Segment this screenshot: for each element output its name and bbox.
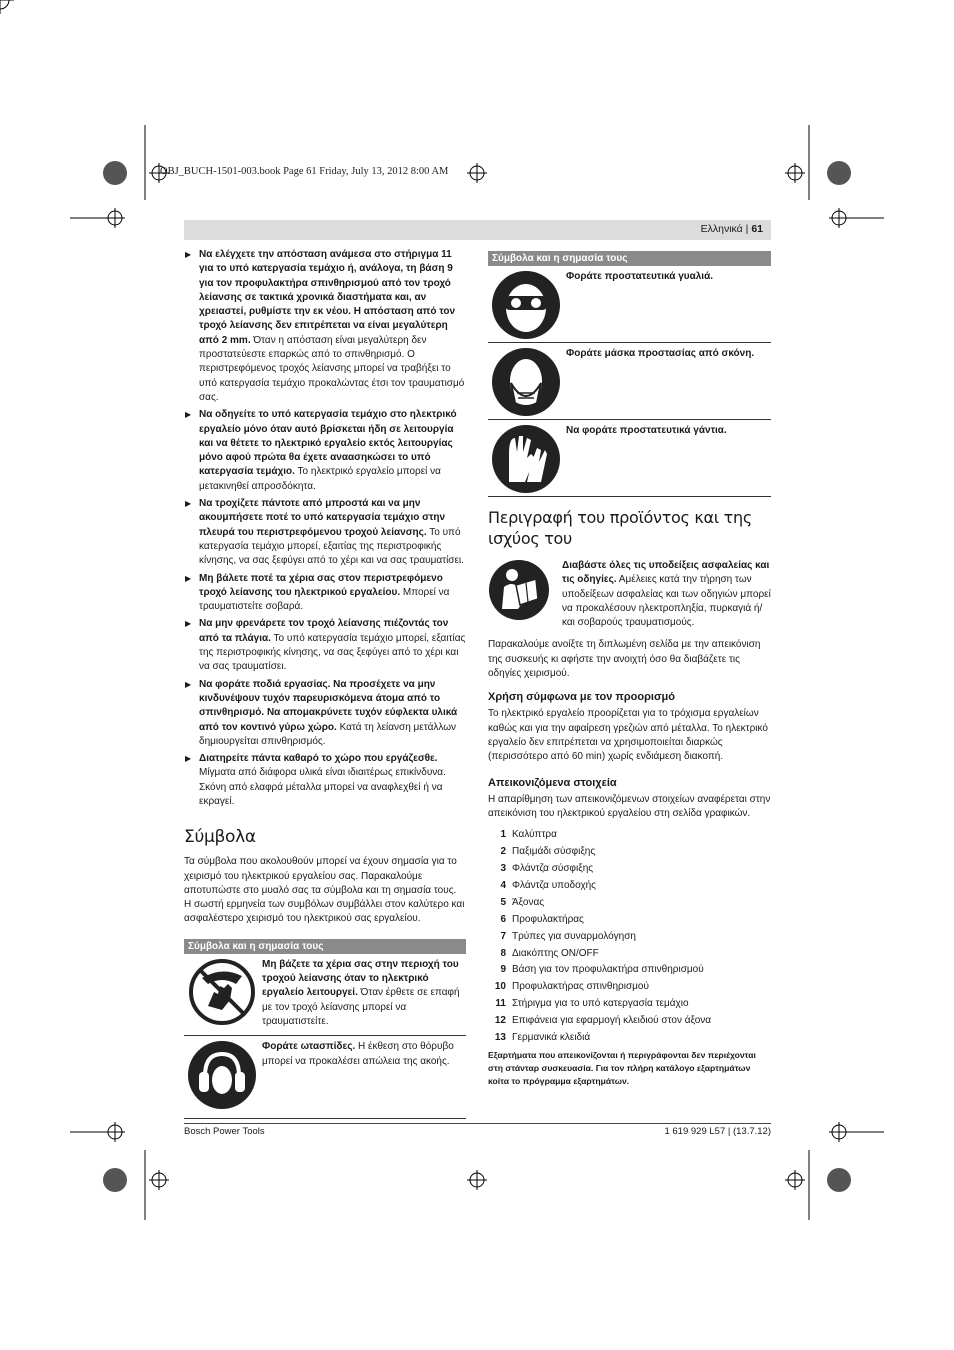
symbol-row: Φοράτε μάσκα προστασίας από σκόνη. xyxy=(488,343,771,420)
list-item: 6 Προφυλακτήρας xyxy=(500,913,584,925)
list-item: 10 Προφυλακτήρας σπινθηρισμού xyxy=(494,981,649,993)
footer-rule xyxy=(184,1123,771,1124)
symbols-table-header: Σύμβολα και η σημασία τους xyxy=(184,939,466,954)
list-item: 8 Διακόπτης ON/OFF xyxy=(500,947,599,959)
safety-bullet: ▶ Να τροχίζετε πάντοτε από μπροστά και να μην ακουμπήσετε ποτέ το υπό κατεργασία τεμάχιο στην πλευρά του περιστρεφόμενου τροχού λείανσης. Το υπό κατεργασία τεμάχιο μπορεί, εξαιτίας της περιστροφικής κίνησης, να σας ξεφύγει από το χέρι και να σας τραυματίσει. xyxy=(184,497,466,568)
safety-bullet: ▶ Μη βάλετε ποτέ τα χέρια σας στον περιστρεφόμενο τροχό λείανσης του ηλεκτρικού εργαλείου. Μπορεί να τραυματιστείτε σοβαρά. xyxy=(184,572,466,615)
fold-out-text: Παρακαλούμε ανοίξτε τη διπλωμένη σελίδα με την απεικόνιση της συσκευής κι αφήστε την ανοιχτή όσο θα διαβάζετε τις οδηγίες χειρισμού. xyxy=(488,639,761,680)
list-item: 12 Επιφάνεια για εφαρμογή κλειδιού στον άξονα xyxy=(494,1015,712,1027)
list-item: 3 Φλάντζα σύσφιξης xyxy=(500,862,594,874)
list-item: 7 Τρύπες για συναρμολόγηση xyxy=(500,930,636,942)
list-item: 11 Στήριγμα για το υπό κατεργασία τεμάχιο xyxy=(495,998,689,1010)
safety-bullet: ▶ Να οδηγείτε το υπό κατεργασία τεμάχιο στο ηλεκτρικό εργαλείο μόνο όταν αυτό βρίσκεται ήδη σε λειτουργία και να θέτετε το ηλεκτρικό εργαλείο εκτός λειτουργίας μόνο αφού πρώτα θα έχετε αναασηκώσει το υπό κατεργασία τεμάχιο. Το ηλεκτρικό εργαλείο μπορεί να μετακινηθεί απροσδόκητα. xyxy=(184,408,466,494)
safety-bullet: ▶ Να μην φρενάρετε τον τροχό λείανσης πιέζοντάς τον από τα πλάγια. Το υπό κατεργασία τεμάχιο μπορεί, εξαιτίας της περιστροφικής κίνησης, να σας ξεφύγει από το χέρι και να σας τραυματίσει. xyxy=(184,617,466,674)
list-item: 5 Άξονας xyxy=(500,896,545,908)
gloves-icon xyxy=(491,424,561,494)
symbol-row: Φοράτε προστατευτικά γυαλιά. xyxy=(488,266,771,343)
list-item: 1 Καλύπτρα xyxy=(500,829,557,841)
no-hands-icon xyxy=(188,958,256,1026)
left-column xyxy=(184,248,466,1119)
symbol-row: Φοράτε ωτασπίδες. Η έκθεση στο θόρυβο μπορεί να προκαλέσει απώλεια της ακοής. xyxy=(184,1036,466,1119)
components-intro: Η απαρίθμηση των απεικονιζόμενων στοιχείων αναφέρεται στην απεικόνιση του ηλεκτρικού εργαλείου στη σελίδα γραφικών. xyxy=(488,793,771,819)
product-heading: Περιγραφή του προϊόντος και της ισχύος του xyxy=(488,508,752,548)
ear-protection-icon xyxy=(187,1040,257,1110)
safety-bullet: ▶ Να φοράτε ποδιά εργασίας. Να προσέχετε να μην κινδυνέψουν τυχόν παρευρισκόμενα άτομα από το σπινθηρισμό. Να απομακρύνετε τυχόν εύφλεκτα υλικά από τον κοντινό γύρω χώρο. Κατά τη λείανση μετάλλων δημιουργείται σπινθηρισμός. xyxy=(184,678,466,749)
safety-bullet: ▶ Διατηρείτε πάντα καθαρό το χώρο που εργάζεσθε. Μίγματα από διάφορα υλικά είναι ιδιαιτέρως επικίνδυνα. Σκόνη από ελαφρά μέταλλα μπορεί να αναφλεχθεί ή να εκραγεί. xyxy=(184,752,466,809)
list-item: 4 Φλάντζα υποδοχής xyxy=(500,879,596,891)
right-column xyxy=(488,251,771,1088)
safety-goggles-icon xyxy=(491,270,561,340)
symbols-heading: Σύμβολα xyxy=(184,827,256,848)
safety-bullet: ▶ Να ελέγχετε την απόσταση ανάμεσα στο στήριγμα 11 για το υπό κατεργασία τεμάχιο ή, ανάλογα, τη βάση 9 για τον προφυλακτήρα σπινθηρισμού από τον τροχό λείανσης σε τακτικά χρονικά διαστήματα και, αν χρειαστεί, ρυθμίστε την εκ νέου. Η απόσταση από τον τροχό λείανσης δεν επιτρέπεται να είναι μεγαλύτερη από 2 mm. Όταν η απόσταση είναι μεγαλύτερη δεν προστατεύεστε επαρκώς από το σπινθηρισμό. Ο περιστρεφόμενος τροχός λείανσης μπορεί να τραβήξει το υπό κατεργασία τεμάχιο προκαλώντας έτσι τον τραυματισμό σας. xyxy=(184,248,466,405)
footer-doc-number: 1 619 929 L57 | (13.7.12) xyxy=(664,1126,771,1137)
symbol-row: Μη βάζετε τα χέρια σας στην περιοχή του τροχού λείανσης όταν το ηλεκτρικό εργαλείο λειτουργεί. Όταν έρθετε σε επαφή με τον τροχό λείανσης μπορεί να τραυματιστείτε. xyxy=(184,954,466,1036)
accessories-note: Εξαρτήματα που απεικονίζονται ή περιγράφονται δεν περιέχονται στη στάνταρ συσκευασία. Για τον πλήρη κατάλογο εξαρτημάτων κοίτα το πρόγραμμα εξαρτημάτων. xyxy=(488,1049,756,1086)
page-number: 61 xyxy=(751,223,763,235)
safety-bullets xyxy=(184,248,466,809)
symbols-table-header-right: Σύμβολα και η σημασία τους xyxy=(488,251,771,266)
read-instructions-block: Διαβάστε όλες τις υποδείξεις ασφαλείας και τις οδηγίες. Αμέλειες κατά την τήρηση των υποδείξεων ασφαλείας και των οδηγιών μπορεί να προκαλέσουν ηλεκτροπληξία, πυρκαγιά ή/και σοβαρούς τραυματισμούς. xyxy=(488,559,771,630)
intended-use-heading: Χρήση σύμφωνα με τον προορισμό xyxy=(488,691,675,704)
components-list xyxy=(488,827,771,1047)
footer-brand: Bosch Power Tools xyxy=(184,1126,265,1137)
components-heading: Απεικονιζόμενα στοιχεία xyxy=(488,776,617,789)
list-item: 9 Βάση για τον προφυλακτήρα σπινθηρισμού xyxy=(500,964,704,976)
intended-use-text: Το ηλεκτρικό εργαλείο προορίζεται για το τρόχισμα εργαλείων καθώς και για την αφαίρεση γρεζιών από μέταλλα. Το ηλεκτρικό εργαλείο δεν επιτρέπεται να χρησιμοποιείται διαρκώς (περισσότερο από 60 min) χωρίς ενδιάμεση διακοπή. xyxy=(488,708,768,763)
symbol-row: Να φοράτε προστατευτικά γάντια. xyxy=(488,420,771,497)
read-manual-icon xyxy=(488,559,550,621)
symbols-intro: Τα σύμβολα που ακολουθούν μπορεί να έχουν σημασία για το χειρισμό του ηλεκτρικού εργαλείου σας. Παρακαλούμε αποτυπώστε στο μυαλό σας τα σύμβολα και τη σημασία τους. Η σωστή ερμηνεία των συμβόλων συμβάλλει στον καλύτερο και ασφαλέστερο χειρισμό του ηλεκτρικού σας εργαλείου. xyxy=(184,856,465,925)
header-language: Ελληνικά xyxy=(700,223,743,235)
list-item: 13 Γερμανικά κλειδιά xyxy=(494,1032,591,1044)
list-item: 2 Παξιμάδι σύσφιξης xyxy=(500,846,596,858)
page-header: Ελληνικά | 61 xyxy=(184,220,771,240)
print-info: OBJ_BUCH-1501-003.book Page 61 Friday, July 13, 2012 8:00 AM xyxy=(160,166,449,177)
dust-mask-icon xyxy=(491,347,561,417)
